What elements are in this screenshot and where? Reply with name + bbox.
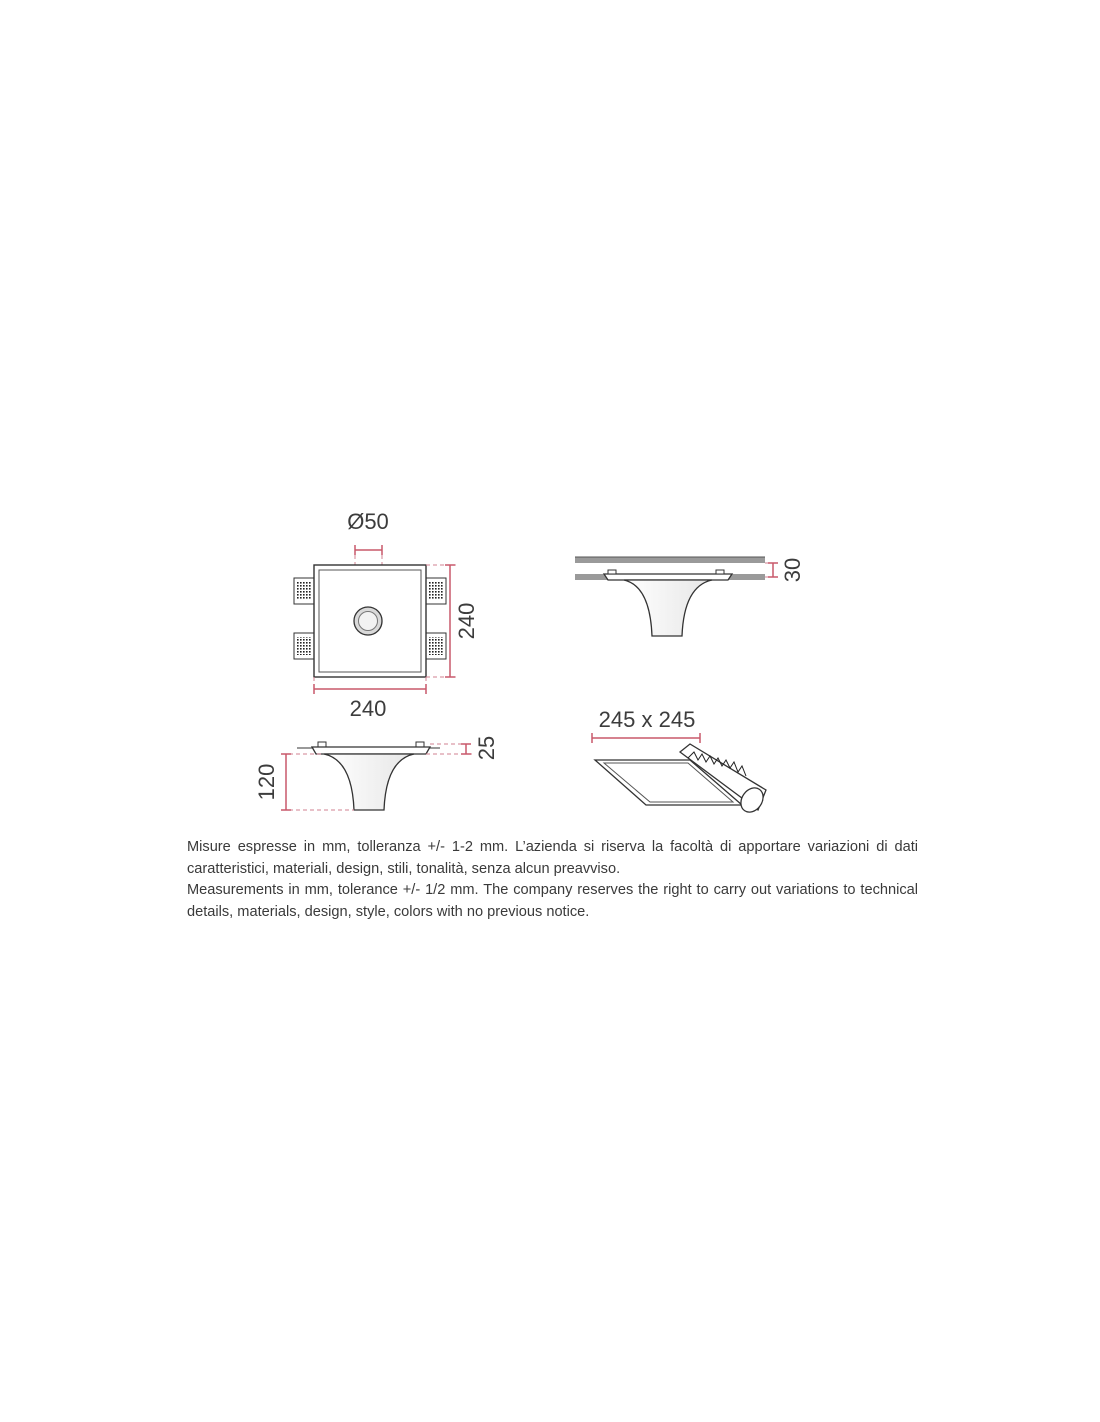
side-height-label: 120: [254, 763, 279, 801]
lamp-stem: [624, 580, 712, 636]
side-thickness-label: 25: [474, 735, 499, 761]
perspective-view: [592, 707, 768, 816]
english-note: Measurements in mm, tolerance +/- 1/2 mm. The company reserves the right to carry out variations to technical details, materials, design, style, colors with no previous notice.: [187, 882, 918, 920]
italian-note: Misure espresse in mm, tolleranza +/- 1-2 mm. L’azienda si riserva la facoltà di apportare variazioni di dati caratteristici, materiali, design, stili, tonalità, senza alcun preavviso.: [187, 839, 918, 877]
cutout-size-label: 245 x 245: [598, 707, 696, 732]
top-thickness-label: 30: [780, 557, 805, 583]
disclaimer-notes: [187, 837, 918, 923]
top-thickness-dimension: [765, 558, 805, 582]
front-view: [294, 509, 479, 721]
ceiling-upper: [575, 557, 765, 563]
hole-diameter-label: Ø50: [347, 509, 389, 534]
ceiling-lower-right: [727, 574, 765, 580]
front-width-label: 240: [349, 696, 387, 721]
front-width-dimension: [314, 677, 426, 721]
cutout-dimension: [592, 707, 700, 743]
side-view: [254, 736, 499, 810]
installed-section-view: [575, 557, 805, 636]
front-height-label: 240: [454, 602, 479, 640]
side-stem: [324, 754, 414, 810]
